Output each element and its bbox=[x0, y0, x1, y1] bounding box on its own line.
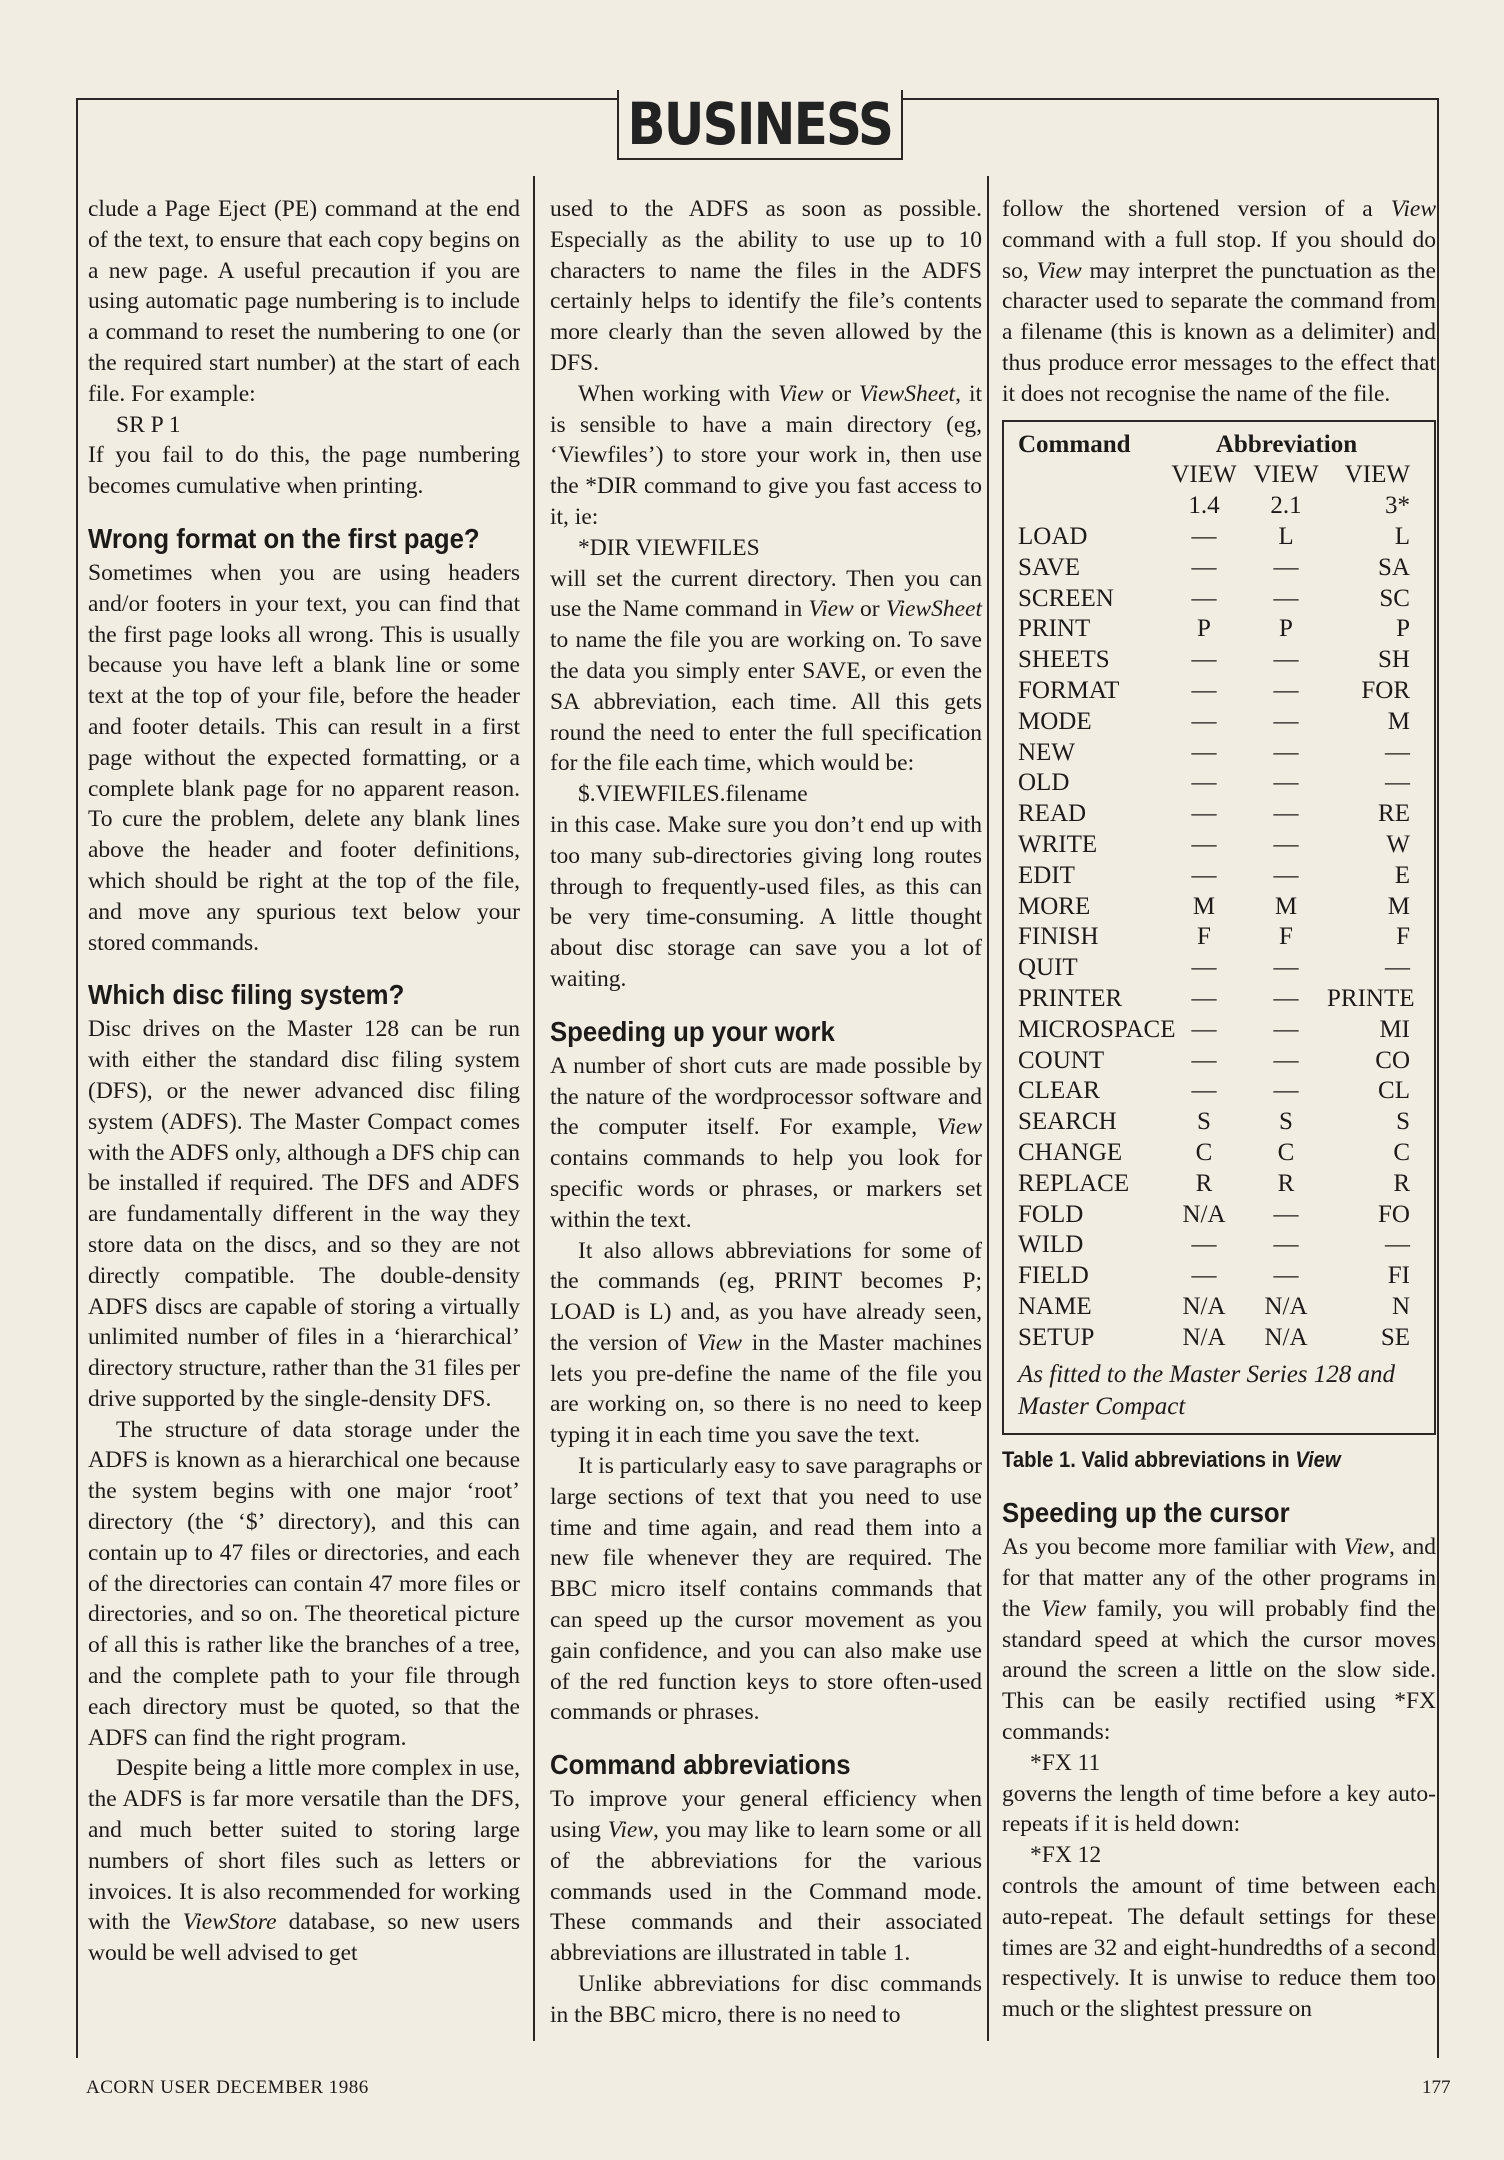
paragraph: The structure of data storage under the ADFS is known as a hierarchical one because the system begins with one major ‘root’ directory (the ‘$’ directory), and this can contain up to 47 files or directories, and each of the directories can contain 47 more files or directories, and so on. The theoretical picture of all this is rather like the branches of a tree, and the complete path to your file through each directory must be quoted, so that the ADFS can find the right program. bbox=[88, 1416, 520, 1751]
table-row bbox=[1018, 553, 1422, 584]
command-cell: OLD bbox=[1018, 769, 1070, 797]
command-cell: READ bbox=[1018, 800, 1087, 828]
table-row bbox=[1018, 1261, 1422, 1292]
command-cell: MICROSPACE bbox=[1018, 1015, 1176, 1043]
table-row bbox=[1018, 922, 1422, 953]
abbreviation-cell: — bbox=[1273, 1015, 1299, 1043]
table-row bbox=[1018, 799, 1422, 830]
example-command: *DIR VIEWFILES bbox=[578, 534, 760, 561]
footer-publication: ACORN USER DECEMBER 1986 bbox=[86, 2077, 369, 2098]
table-row bbox=[1018, 984, 1422, 1015]
paragraph: A number of short cuts are made possible by the nature of the wordprocessor software and the computer itself. For example, View contains commands to help you look for specific words or phrases, or markers set within the text. bbox=[550, 1052, 982, 1233]
command-cell: FINISH bbox=[1018, 923, 1099, 951]
table-row bbox=[1018, 861, 1422, 892]
abbreviation-cell: M bbox=[1387, 707, 1410, 735]
abbreviation-cell: R bbox=[1393, 1169, 1410, 1197]
abbreviation-cell: W bbox=[1386, 830, 1410, 858]
abbreviation-cell: S bbox=[1197, 1108, 1211, 1136]
abbreviation-cell: FO bbox=[1378, 1200, 1410, 1228]
paragraph: Unlike abbreviations for disc commands in the BBC micro, there is no need to bbox=[550, 1971, 982, 2028]
abbreviation-cell: — bbox=[1191, 646, 1217, 674]
page-number: 177 bbox=[1422, 2077, 1451, 2098]
abbreviation-cell: — bbox=[1191, 984, 1217, 1012]
abbreviation-cell: FI bbox=[1387, 1262, 1410, 1290]
paragraph: used to the ADFS as soon as possible. Especially as the ability to use up to 10 characters to name the files in the ADFS certainly helps to identify the file’s contents more clearly than the seven allowed by the DFS. bbox=[550, 196, 982, 376]
abbreviation-cell: — bbox=[1273, 861, 1299, 889]
example-command: *FX 11 bbox=[1030, 1749, 1101, 1776]
abbreviation-cell: — bbox=[1385, 954, 1410, 982]
abbreviation-cell: MI bbox=[1379, 1015, 1410, 1043]
abbreviation-cell: — bbox=[1273, 1200, 1299, 1228]
command-cell: SAVE bbox=[1018, 553, 1081, 581]
abbreviation-cell: — bbox=[1273, 1046, 1299, 1074]
abbreviation-cell: — bbox=[1273, 984, 1299, 1012]
table-row bbox=[1018, 892, 1422, 923]
command-cell: SETUP bbox=[1018, 1323, 1095, 1351]
command-cell: LOAD bbox=[1018, 522, 1088, 550]
table-row bbox=[1018, 676, 1422, 707]
section-title: BUSINESS bbox=[627, 90, 893, 158]
abbreviation-cell: SC bbox=[1379, 584, 1410, 612]
abbreviation-cell: — bbox=[1191, 584, 1217, 612]
table-row bbox=[1018, 1107, 1422, 1138]
abbreviation-cell: F bbox=[1197, 923, 1211, 951]
heading-wrong-format: Wrong format on the first page? bbox=[88, 522, 480, 554]
table-row bbox=[1018, 1200, 1422, 1231]
abbreviation-cell: — bbox=[1191, 707, 1217, 735]
abbreviation-cell: — bbox=[1191, 522, 1217, 550]
paragraph: will set the current directory. Then you can use the Name command in View or ViewSheet to name the file you are working on. To save the data you simply enter SAVE, or even the SA abbreviation, each time. All this gets round the need to enter the full specification for the file each time, which would be: bbox=[550, 565, 982, 777]
table-row bbox=[1018, 953, 1422, 984]
abbreviation-cell: R bbox=[1195, 1169, 1213, 1197]
abbreviation-cell: S bbox=[1279, 1108, 1293, 1136]
table-row bbox=[1018, 1076, 1422, 1107]
abbreviation-cell: SH bbox=[1378, 646, 1410, 674]
abbreviation-cell: E bbox=[1394, 861, 1410, 889]
paragraph: in this case. Make sure you don’t end up with too many sub-directories giving long routes through to frequently-used files, as this can be very time-consuming. A little thought about disc storage can save you a lot of waiting. bbox=[550, 811, 982, 992]
abbreviation-cell: RE bbox=[1378, 800, 1410, 828]
command-cell: CHANGE bbox=[1018, 1138, 1123, 1166]
abbreviation-cell: FOR bbox=[1361, 676, 1410, 704]
table-row bbox=[1018, 614, 1422, 645]
header-abbreviation: Abbreviation bbox=[1215, 430, 1358, 458]
table-caption: Table 1. Valid abbreviations in View bbox=[1002, 1447, 1341, 1473]
table-row bbox=[1018, 1292, 1422, 1323]
abbreviation-cell: — bbox=[1385, 738, 1410, 766]
command-cell: WILD bbox=[1018, 1231, 1084, 1259]
paragraph: Despite being a little more complex in use, the ADFS is far more versatile than the DFS, and much better suited to storing large numbers of short files such as letters or invoices. It is also recommended for working with the ViewStore database, so new users would be well advised to get bbox=[88, 1755, 520, 1967]
abbreviation-cell: M bbox=[1387, 892, 1410, 920]
command-cell: FIELD bbox=[1018, 1262, 1089, 1290]
command-cell: COUNT bbox=[1018, 1046, 1105, 1074]
abbreviation-cell: — bbox=[1273, 707, 1299, 735]
abbreviation-cell: N bbox=[1391, 1292, 1410, 1320]
abbreviation-cell: — bbox=[1191, 1077, 1217, 1105]
abbreviation-cell: — bbox=[1191, 954, 1217, 982]
abbreviation-cell: N/A bbox=[1264, 1323, 1308, 1351]
abbreviation-cell: L bbox=[1394, 522, 1410, 550]
abbreviation-cell: N/A bbox=[1264, 1292, 1308, 1320]
table-row bbox=[1018, 584, 1422, 615]
abbreviation-cell: M bbox=[1192, 892, 1216, 920]
example-command: SR P 1 bbox=[116, 411, 181, 438]
command-cell: PRINTER bbox=[1018, 984, 1123, 1012]
abbreviation-cell: — bbox=[1191, 553, 1217, 581]
abbreviation-cell: — bbox=[1273, 676, 1299, 704]
abbreviations-table bbox=[1002, 420, 1436, 1436]
abbreviation-cell: R bbox=[1277, 1169, 1295, 1197]
column-2 bbox=[550, 194, 982, 2031]
column-separator bbox=[533, 176, 535, 2041]
abbreviation-cell: — bbox=[1273, 830, 1299, 858]
heading-speeding-cursor: Speeding up the cursor bbox=[1002, 1497, 1290, 1529]
abbreviation-cell: — bbox=[1273, 1231, 1299, 1259]
abbreviation-cell: — bbox=[1385, 1231, 1410, 1259]
abbreviation-cell: P bbox=[1197, 615, 1211, 643]
version-number: 2.1 bbox=[1270, 492, 1302, 520]
abbreviation-cell: C bbox=[1393, 1138, 1410, 1166]
column-1 bbox=[88, 194, 520, 1969]
table-row bbox=[1018, 738, 1422, 769]
command-cell: PRINT bbox=[1018, 615, 1091, 643]
abbreviation-cell: — bbox=[1191, 1231, 1217, 1259]
right-rule bbox=[1437, 98, 1439, 2058]
abbreviation-cell: — bbox=[1273, 800, 1299, 828]
table-row bbox=[1018, 1169, 1422, 1200]
abbreviation-cell: — bbox=[1191, 738, 1217, 766]
abbreviation-cell: N/A bbox=[1182, 1200, 1226, 1228]
paragraph: governs the length of time before a key auto-repeats if it is held down: bbox=[1002, 1780, 1436, 1838]
table-row bbox=[1018, 1323, 1422, 1354]
section-masthead bbox=[617, 90, 903, 160]
paragraph: It also allows abbreviations for some of the commands (eg, PRINT becomes P; LOAD is L) and, as you have already seen, the version of View in the Master machines lets you pre-define the name of the file you are working on, so there is no need to keep typing it in each time you save the text. bbox=[550, 1237, 982, 1449]
table-version-row bbox=[1018, 460, 1422, 491]
abbreviation-cell: — bbox=[1191, 1015, 1217, 1043]
version-number: 1.4 bbox=[1188, 492, 1220, 520]
abbreviation-cell: F bbox=[1396, 923, 1410, 951]
abbreviation-cell: — bbox=[1273, 738, 1299, 766]
abbreviation-cell: C bbox=[1277, 1138, 1295, 1166]
heading-disc-filing: Which disc filing system? bbox=[88, 979, 405, 1011]
abbreviation-cell: — bbox=[1273, 954, 1299, 982]
abbreviation-cell: PRINTE bbox=[1327, 984, 1415, 1012]
heading-speeding-work: Speeding up your work bbox=[550, 1015, 835, 1047]
table-row bbox=[1018, 1015, 1422, 1046]
paragraph: controls the amount of time between each auto-repeat. The default settings for these times are 32 and eight-hundredths of a second respectively. It is unwise to reduce them too much or the slightest pressure on bbox=[1002, 1873, 1436, 2023]
command-cell: SHEETS bbox=[1018, 646, 1110, 674]
header-command: Command bbox=[1018, 430, 1131, 458]
command-cell: QUIT bbox=[1018, 954, 1078, 982]
heading-command-abbreviations: Command abbreviations bbox=[550, 1749, 851, 1781]
example-command: $.VIEWFILES.filename bbox=[578, 781, 808, 808]
abbreviation-cell: — bbox=[1273, 1262, 1299, 1290]
abbreviation-cell: — bbox=[1191, 861, 1217, 889]
table-version-number-row bbox=[1018, 491, 1422, 522]
paragraph: clude a Page Eject (PE) command at the end of the text, to ensure that each copy begins on a new page. A useful precaution if you are using automatic page numbering is to include a command to reset the numbering to one (or the required start number) at the start of each file. For example: bbox=[88, 196, 520, 407]
abbreviation-cell: — bbox=[1273, 1077, 1299, 1105]
paragraph: When working with View or ViewSheet, it is sensible to have a main directory (eg, ‘Viewfiles’) to store your work in, then use the *DIR command to give you fast access to it, ie: bbox=[550, 380, 983, 530]
abbreviation-cell: S bbox=[1396, 1108, 1410, 1136]
table-row bbox=[1018, 1046, 1422, 1077]
table-row bbox=[1018, 1138, 1422, 1169]
paragraph: As you become more familiar with View, and for that matter any of the other programs in the View family, you will probably find the standard speed at which the cursor moves around the screen a little on the slow side. This can be easily rectified using *FX commands: bbox=[1002, 1534, 1436, 1746]
paragraph: If you fail to do this, the page numbering becomes cumulative when printing. bbox=[88, 442, 520, 500]
command-cell: EDIT bbox=[1018, 861, 1075, 889]
abbreviation-cell: — bbox=[1273, 769, 1299, 797]
abbreviation-cell: — bbox=[1191, 800, 1217, 828]
command-cell: NEW bbox=[1018, 738, 1075, 766]
abbreviation-cell: SA bbox=[1378, 553, 1410, 581]
command-cell: FORMAT bbox=[1018, 676, 1120, 704]
paragraph: Disc drives on the Master 128 can be run with either the standard disc filing system (DFS), or the newer advanced disc filing system (ADFS). The Master Compact comes with the ADFS only, although a DFS chip can be installed if required. The DFS and ADFS are fundamentally different in the way they store data on the discs, and so they are not directly compatible. The double-density ADFS discs are capable of storing a virtually unlimited number of files in a ‘hierarchical’ directory structure, rather than the 31 files per drive supported by the single-density DFS. bbox=[88, 1016, 520, 1412]
abbreviation-cell: CO bbox=[1375, 1046, 1410, 1074]
version-label: VIEW bbox=[1171, 461, 1237, 489]
paragraph: It is particularly easy to save paragraphs or large sections of text that you need to use time and time again, and read them into a new file whenever they are required. The BBC micro itself contains commands that can speed up the cursor movement as you gain confidence, and you can also make use of the red function keys to store often-used commands or phrases. bbox=[550, 1453, 982, 1726]
command-cell: FOLD bbox=[1018, 1200, 1084, 1228]
example-command: *FX 12 bbox=[1030, 1842, 1102, 1869]
command-cell: NAME bbox=[1018, 1292, 1092, 1320]
table-row bbox=[1018, 830, 1422, 861]
command-cell: MODE bbox=[1018, 707, 1092, 735]
table-row bbox=[1018, 768, 1422, 799]
abbreviation-cell: — bbox=[1191, 676, 1217, 704]
abbreviation-cell: P bbox=[1396, 615, 1410, 643]
abbreviation-cell: — bbox=[1273, 646, 1299, 674]
abbreviation-cell: N/A bbox=[1182, 1292, 1226, 1320]
command-cell: WRITE bbox=[1018, 830, 1098, 858]
abbreviation-cell: — bbox=[1191, 830, 1217, 858]
left-rule bbox=[76, 98, 78, 2058]
abbreviation-cell: F bbox=[1279, 923, 1293, 951]
version-label: VIEW bbox=[1344, 461, 1410, 489]
abbreviation-cell: — bbox=[1385, 769, 1410, 797]
table-row bbox=[1018, 522, 1422, 553]
paragraph: To improve your general efficiency when using View, you may like to learn some or all of the abbreviations for the various commands used in the Command mode. These commands and their associated abbreviations are illustrated in table 1. bbox=[550, 1786, 982, 1967]
table-row bbox=[1018, 645, 1422, 676]
command-cell: SCREEN bbox=[1018, 584, 1114, 612]
version-label: VIEW bbox=[1253, 461, 1319, 489]
command-cell: REPLACE bbox=[1018, 1169, 1130, 1197]
abbreviation-cell: — bbox=[1273, 553, 1299, 581]
table-footnote: As fitted to the Master Series 128 and Master Compact bbox=[1018, 1361, 1396, 1421]
abbreviation-cell: — bbox=[1191, 1262, 1217, 1290]
abbreviation-cell: — bbox=[1273, 584, 1299, 612]
abbreviation-cell: CL bbox=[1378, 1077, 1410, 1105]
abbreviation-cell: N/A bbox=[1182, 1323, 1226, 1351]
abbreviation-cell: C bbox=[1195, 1138, 1213, 1166]
abbreviation-cell: SE bbox=[1380, 1323, 1410, 1351]
abbreviation-cell: M bbox=[1274, 892, 1298, 920]
paragraph: Sometimes when you are using headers and/or footers in your text, you can find that the first page looks all wrong. This is usually because you have left a blank line or some text at the top of your file, before the header and footer details. This can result in a first page without the expected formatting, or a complete blank page for no apparent reason. To cure the problem, delete any blank lines above the header and footer definitions, which should be right at the top of the file, and move any spurious text below your stored commands. bbox=[88, 559, 520, 956]
command-cell: MORE bbox=[1018, 892, 1091, 920]
column-separator bbox=[987, 176, 989, 2041]
command-cell: CLEAR bbox=[1018, 1077, 1100, 1105]
table-body bbox=[1018, 522, 1422, 1354]
version-number: 3* bbox=[1385, 492, 1410, 520]
abbreviation-cell: L bbox=[1278, 522, 1294, 550]
table-header bbox=[1018, 430, 1422, 461]
table-row bbox=[1018, 707, 1422, 738]
abbreviation-cell: P bbox=[1279, 615, 1293, 643]
abbreviation-cell: — bbox=[1191, 769, 1217, 797]
paragraph: follow the shortened version of a View command with a full stop. If you should do so, View may interpret the punctuation as the character used to separate the command from a filename (this is known as a delimiter) and thus produce error messages to the effect that it does not recognise the name of the file. bbox=[1002, 196, 1436, 407]
column-3 bbox=[1002, 194, 1436, 2025]
table-row bbox=[1018, 1230, 1422, 1261]
abbreviation-cell: — bbox=[1191, 1046, 1217, 1074]
command-cell: SEARCH bbox=[1018, 1108, 1117, 1136]
